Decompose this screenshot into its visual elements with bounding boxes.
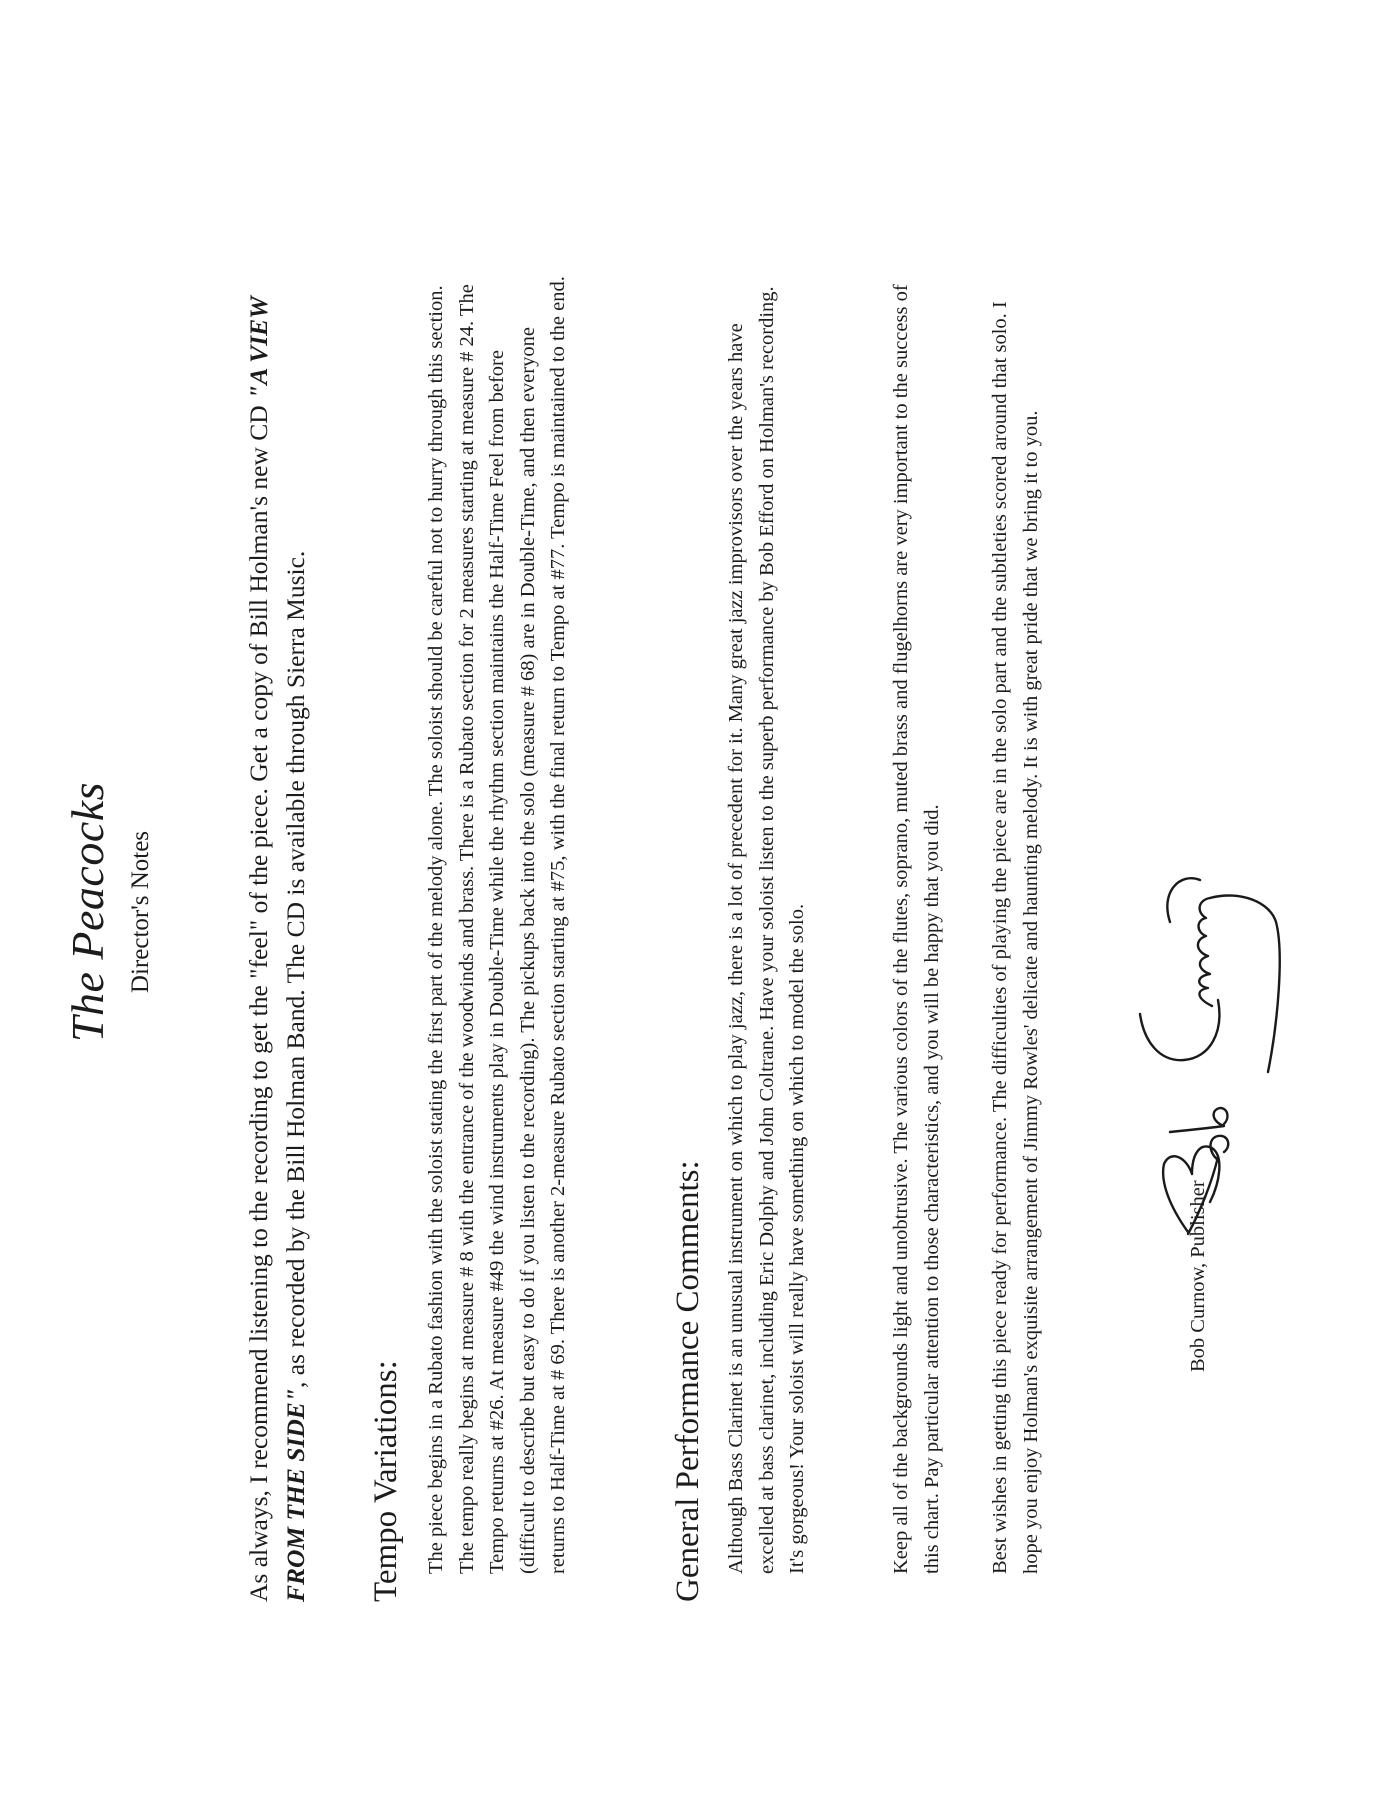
intro-text-end: , as recorded by the Bill Holman Band. The CD is available through Sierra Music. — [281, 550, 310, 1389]
document-page — [0, 222, 1391, 1602]
tempo-variations-paragraph: The piece begins in a Rubato fashion with the soloist stating the first part of the melody alone. The soloist should be careful not to hurry through this section. The tempo really begins at measure # 8 with the entrance of the woodwinds and brass. There is a Rubato section for 2 measures starting at measure # 24. The Tempo returns at #26. At measure #49 the wind instruments play in Double-Time while the rhythm section maintains the Half-Time Feel from before (difficult to describe but easy to do if you listen to the recording). The pickups back into the solo (measure # 68) are in Double-Time, and then everyone returns to Half-Time at # 69. There is another 2-measure Rubato section starting at #75, with the final return to Tempo at #77. Tempo is maintained to the end. — [425, 276, 569, 1574]
document-title: The Peacocks — [62, 781, 113, 1043]
document-subtitle: Director's Notes — [127, 830, 154, 994]
best-wishes-paragraph: Best wishes in getting this piece ready for performance. The difficulties of playing the piece are in the solo part and the subtleties scored around that solo. I hope you enjoy Holman's exquisite arrangement of Jimmy Rowles' delicate and haunting melody. It is with great pride that we bring it to you. — [989, 301, 1042, 1574]
intro-paragraph — [240, 242, 314, 1602]
signature-name: Bob Curnow, Publisher — [1187, 1180, 1209, 1372]
general-performance-paragraph: Although Bass Clarinet is an unusual instrument on which to play jazz, there is a lot of precedent for it. Many great jazz improvisors over the years have excelled at bass clarinet, including Eric Dolphy and John Coltrane. Have your soloist listen to the superb performance by Bob Efford on Holman's recording. It's gorgeous! Your soloist will really have something on which to model the solo. — [725, 286, 808, 1574]
backgrounds-paragraph: Keep all of the backgrounds light and unobtrusive. The various colors of the flutes, soprano, muted brass and flugelhorns are very important to the success of this chart. Pay particular attention to those characteristics, and you will be happy that you did. — [890, 284, 943, 1574]
general-performance-heading: General Performance Comments: — [670, 1160, 706, 1602]
tempo-variations-heading: Tempo Variations: — [368, 1360, 404, 1602]
intro-text-start: As always, I recommend listening to the recording to get the "feel" of the piece. Get a copy of Bill Holman's new CD — [244, 398, 273, 1602]
cd-title: "A VIEW FROM THE SIDE" — [244, 296, 310, 1602]
